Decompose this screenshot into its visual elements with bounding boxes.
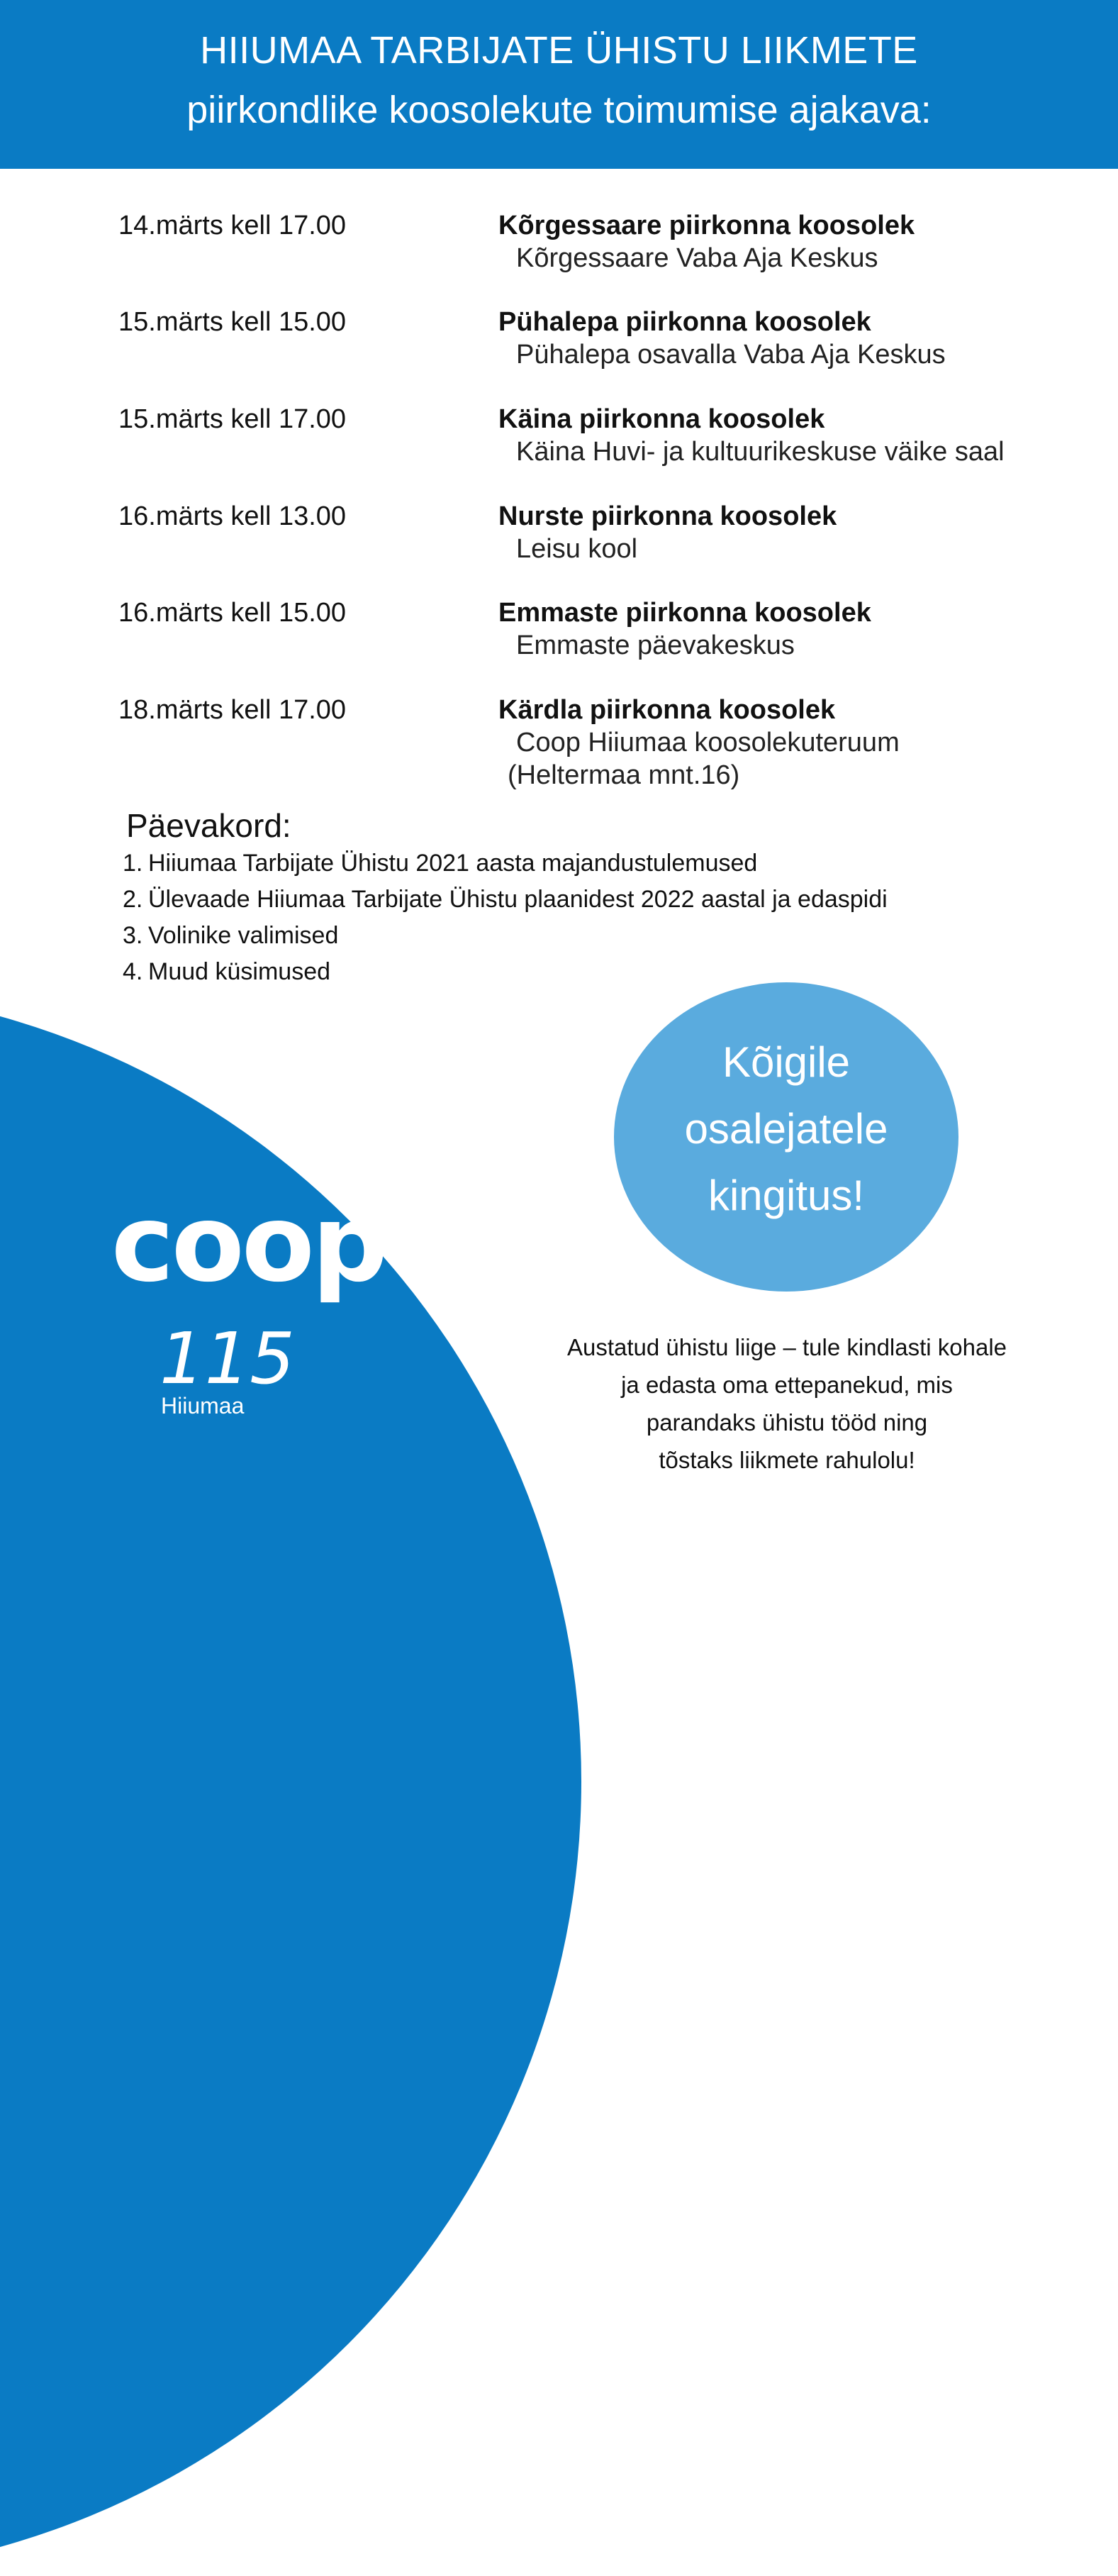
meeting-title: Nurste piirkonna koosolek [498, 501, 837, 531]
meeting-title: Käina piirkonna koosolek [498, 404, 825, 434]
anniversary-number: 115 [160, 1317, 295, 1400]
agenda-item-number: 3. [123, 922, 143, 949]
closing-line: ja edasta oma ettepanekud, mis [621, 1372, 953, 1398]
agenda-item-number: 4. [123, 958, 143, 985]
meeting-location: Leisu kool [516, 534, 638, 564]
meeting-row [0, 501, 1118, 587]
agenda-item [123, 918, 888, 954]
gift-bubble-line: kingitus! [708, 1172, 865, 1219]
meeting-date: 16.märts kell 13.00 [118, 501, 347, 531]
header-banner [0, 0, 1118, 169]
meeting-date: 15.märts kell 15.00 [118, 307, 347, 337]
meeting-location: Coop Hiiumaa koosolekuteruum [516, 728, 900, 757]
anniversary-logo [160, 1316, 330, 1458]
meeting-row [0, 695, 1118, 801]
meeting-location: Pühalepa osavalla Vaba Aja Keskus [516, 340, 946, 370]
meeting-location: Emmaste päevakeskus [516, 631, 795, 660]
gift-bubble-line: osalejatele [684, 1105, 888, 1153]
agenda-item-number: 2. [123, 886, 143, 913]
meeting-date: 14.märts kell 17.00 [118, 211, 347, 240]
meeting-row [0, 211, 1118, 296]
agenda-item-text: Muud küsimused [148, 958, 331, 985]
agenda-item-number: 1. [123, 850, 143, 877]
agenda-item-text: Ülevaade Hiiumaa Tarbijate Ühistu plaanidest 2022 aastal ja edaspidi [148, 886, 888, 913]
agenda-title: Päevakord: [126, 807, 291, 844]
agenda-list [123, 845, 888, 990]
meeting-location: Käina Huvi- ja kultuurikeskuse väike saal [516, 437, 1005, 467]
closing-line: Austatud ühistu liige – tule kindlasti kohale [566, 1334, 1007, 1360]
anniversary-region: Hiiumaa [161, 1393, 245, 1419]
meeting-date: 15.märts kell 17.00 [118, 404, 347, 434]
meeting-address: (Heltermaa mnt.16) [508, 760, 740, 790]
meeting-row [0, 404, 1118, 489]
agenda-item [123, 845, 888, 882]
meeting-row [0, 598, 1118, 683]
coop-logo-wordmark: coop [111, 1195, 386, 1306]
closing-line: tõstaks liikmete rahulolu! [659, 1447, 915, 1473]
gift-bubble-line: Kõigile [722, 1038, 851, 1086]
agenda-item-text: Volinike valimised [148, 922, 339, 949]
coop-logo [89, 1195, 408, 1309]
meeting-title: Pühalepa piirkonna koosolek [498, 307, 871, 337]
meeting-date: 16.märts kell 15.00 [118, 598, 347, 628]
header-title: HIIUMAA TARBIJATE ÜHISTU LIIKMETE [200, 29, 918, 72]
meeting-title: Emmaste piirkonna koosolek [498, 598, 871, 628]
meeting-title: Kärdla piirkonna koosolek [498, 695, 836, 725]
meeting-row [0, 307, 1118, 392]
meeting-title: Kõrgessaare piirkonna koosolek [498, 211, 915, 240]
agenda-item-text: Hiiumaa Tarbijate Ühistu 2021 aasta majandustulemused [148, 850, 758, 877]
header-subtitle: piirkondlike koosolekute toimumise ajakava: [186, 89, 932, 131]
meeting-location: Kõrgessaare Vaba Aja Keskus [516, 243, 878, 273]
meeting-date: 18.märts kell 17.00 [118, 695, 347, 725]
closing-line: parandaks ühistu tööd ning [646, 1409, 928, 1436]
gift-bubble [614, 982, 958, 1292]
closing-message [539, 1328, 1035, 1479]
agenda-item [123, 882, 888, 918]
